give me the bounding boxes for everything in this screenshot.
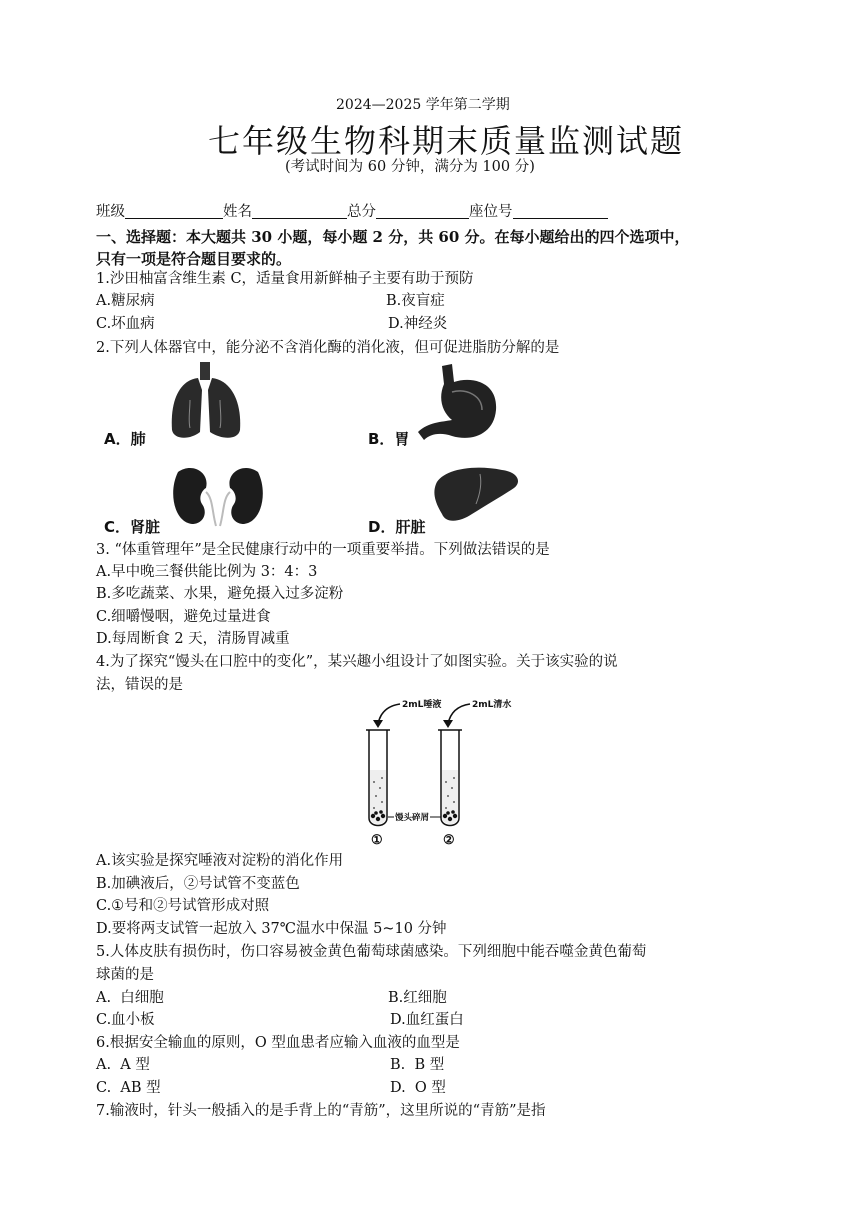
semester-line: 2024—2025 学年第二学期: [336, 97, 510, 113]
question-3-stem: 3. “体重管理年”是全民健康行动中的一项重要举措。下列做法错误的是: [96, 542, 550, 558]
question-3-option-c: C.细嚼慢咽，避免过量进食: [96, 609, 271, 625]
page-subtitle: (考试时间为 60 分钟，满分为 100 分): [285, 159, 535, 175]
question-1-stem: 1.沙田柚富含维生素 C，适量食用新鲜柚子主要有助于预防: [96, 271, 474, 287]
question-2-option-a: A．肺: [104, 430, 146, 448]
question-5-option-a: A. 白细胞: [96, 990, 164, 1006]
question-4-option-a: A.该实验是探究唾液对淀粉的消化作用: [96, 853, 344, 869]
question-6-option-d: D. O 型: [390, 1080, 446, 1096]
lungs-image: [160, 360, 250, 442]
question-4-option-b: B.加碘液后，②号试管不变蓝色: [96, 876, 300, 892]
question-6-option-b: B. B 型: [390, 1057, 445, 1073]
class-field[interactable]: [125, 202, 223, 219]
fig-label-water: 2mL清水: [472, 700, 512, 710]
test-tube-experiment-diagram: [358, 694, 508, 850]
stomach-image: [412, 362, 502, 446]
name-field[interactable]: [252, 202, 347, 219]
question-5-option-c: C.血小板: [96, 1012, 155, 1028]
section-heading-cont: 只有一项是符合题目要求的。: [96, 250, 292, 268]
question-3-option-b: B.多吃蔬菜、水果，避免摄入过多淀粉: [96, 586, 344, 602]
fig-label-saliva: 2mL唾液: [402, 700, 442, 710]
class-label: 班级: [96, 204, 125, 220]
info-row: [96, 202, 608, 222]
question-3-option-d: D.每周断食 2 天，清肠胃减重: [96, 631, 290, 647]
question-4-option-d: D.要将两支试管一起放入 37℃温水中保温 5~10 分钟: [96, 921, 447, 937]
total-score-label: 总分: [347, 204, 376, 220]
fig-tube-2-number: ②: [443, 833, 455, 848]
question-2-stem: 2.下列人体器官中，能分泌不含消化酶的消化液，但可促进脂肪分解的是: [96, 340, 560, 356]
question-1-option-d: D.神经炎: [388, 316, 448, 332]
question-5-stem: 5.人体皮肤有损伤时，伤口容易被金黄色葡萄球菌感染。下列细胞中能吞噬金黄色葡萄: [96, 944, 647, 960]
question-6-stem: 6.根据安全输血的原则，O 型血患者应输入血液的血型是: [96, 1035, 460, 1051]
total-score-field[interactable]: [376, 202, 469, 219]
question-4-option-c: C.①号和②号试管形成对照: [96, 898, 270, 914]
page-title: 七年级生物科期末质量监测试题: [208, 122, 685, 160]
question-7-stem: 7.输液时，针头一般插入的是手背上的“青筋”，这里所说的“青筋”是指: [96, 1103, 546, 1119]
seat-number-field[interactable]: [513, 202, 608, 219]
question-2-option-b: B．胃: [368, 430, 410, 448]
question-5-option-d: D.血红蛋白: [390, 1012, 464, 1028]
question-6-option-a: A. A 型: [96, 1057, 150, 1073]
liver-image: [432, 464, 522, 526]
question-6-option-c: C. AB 型: [96, 1080, 161, 1096]
question-1-option-c: C.坏血病: [96, 316, 155, 332]
question-2-option-c: C．肾脏: [104, 518, 161, 536]
question-5-stem-cont: 球菌的是: [96, 967, 154, 983]
fig-label-bread: 馒头碎屑: [395, 813, 430, 823]
fig-tube-1-number: ①: [371, 833, 383, 848]
question-5-option-b: B.红细胞: [388, 990, 447, 1006]
question-4-stem: 4.为了探究“馒头在口腔中的变化”，某兴趣小组设计了如图实验。关于该实验的说: [96, 654, 618, 670]
kidneys-image: [168, 462, 268, 532]
name-label: 姓名: [223, 204, 252, 220]
question-2-option-d: D．肝脏: [368, 518, 426, 536]
question-3-option-a: A.早中晚三餐供能比例为 3：4：3: [96, 564, 318, 580]
question-1-option-a: A.糖尿病: [96, 293, 155, 309]
question-4-stem-cont: 法，错误的是: [96, 677, 183, 693]
section-heading: 一、选择题：本大题共 30 小题，每小题 2 分，共 60 分。在每小题给出的四个选项中，: [96, 228, 690, 246]
question-1-option-b: B.夜盲症: [386, 293, 445, 309]
seat-number-label: 座位号: [469, 204, 513, 220]
